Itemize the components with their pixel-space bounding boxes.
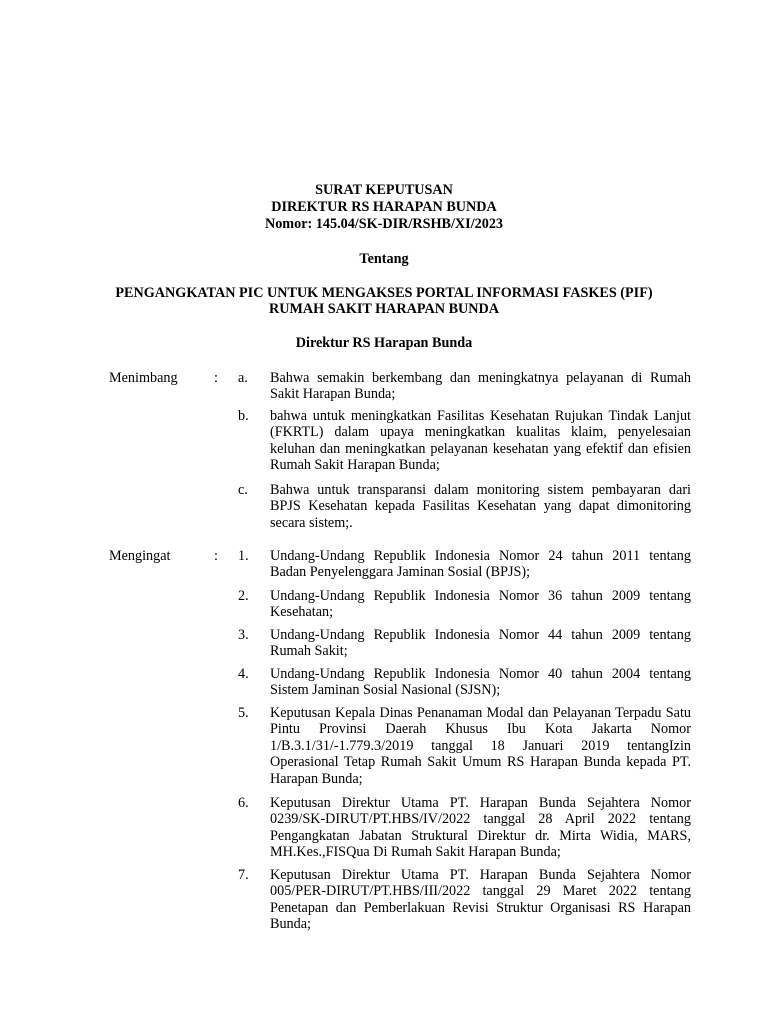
menimbang-item-text: Bahwa semakin berkembang dan meningkatnya pelayanan di Rumah Sakit Harapan Bunda; xyxy=(270,370,691,403)
decree-number: Nomor: 145.04/SK-DIR/RSHB/XI/2023 xyxy=(264,216,504,232)
mengingat-item-marker: 6. xyxy=(238,795,249,811)
menimbang-item-marker: b. xyxy=(238,408,249,424)
menimbang-item-marker: a. xyxy=(238,370,248,386)
mengingat-item-marker: 3. xyxy=(238,627,249,643)
mengingat-item-text: Undang-Undang Republik Indonesia Nomor 44 tahun 2009 tentang Rumah Sakit; xyxy=(270,627,691,660)
subject-line-2: RUMAH SAKIT HARAPAN BUNDA xyxy=(268,301,500,317)
director-heading: Direktur RS Harapan Bunda xyxy=(295,335,473,351)
menimbang-item-marker: c. xyxy=(238,482,248,498)
mengingat-item-text: Undang-Undang Republik Indonesia Nomor 24 tahun 2011 tentang Badan Penyelenggara Jaminan Sosial (BPJS); xyxy=(270,548,691,581)
mengingat-item-marker: 2. xyxy=(238,588,249,604)
mengingat-item-marker: 4. xyxy=(238,666,249,682)
mengingat-item-text: Undang-Undang Republik Indonesia Nomor 40 tahun 2004 tentang Sistem Jaminan Sosial Nasional (SJSN); xyxy=(270,666,691,699)
menimbang-colon: : xyxy=(214,370,218,386)
tentang-heading: Tentang xyxy=(359,251,409,267)
mengingat-item-text: Keputusan Direktur Utama PT. Harapan Bunda Sejahtera Nomor 005/PER-DIRUT/PT.HBS/III/2022 tanggal 29 Maret 2022 tentang Penetapan dan Pemberlakuan Revisi Struktur Organisasi RS Harapan Bunda; xyxy=(270,867,691,933)
mengingat-item-marker: 5. xyxy=(238,705,249,721)
mengingat-item-text: Undang-Undang Republik Indonesia Nomor 36 tahun 2009 tentang Kesehatan; xyxy=(270,588,691,621)
mengingat-item-marker: 1. xyxy=(238,548,249,564)
menimbang-item-text: Bahwa untuk transparansi dalam monitoring sistem pembayaran dari BPJS Kesehatan kepada Fasilitas Kesehatan yang dapat dimonitoring secara sistem;. xyxy=(270,482,691,531)
mengingat-item-text: Keputusan Direktur Utama PT. Harapan Bunda Sejahtera Nomor 0239/SK-DIRUT/PT.HBS/IV/2022 tanggal 28 April 2022 tentang Pengangkatan Jabatan Struktural Direktur dr. Mirta Widia, MARS, MH.Kes.,FISQua Di Rumah Sakit Harapan Bunda; xyxy=(270,795,691,861)
mengingat-label: Mengingat xyxy=(109,548,171,564)
document-title: SURAT KEPUTUSAN xyxy=(315,182,453,198)
subject-line-1: PENGANGKATAN PIC UNTUK MENGAKSES PORTAL INFORMASI FASKES (PIF) xyxy=(115,285,653,301)
mengingat-item-text: Keputusan Kepala Dinas Penanaman Modal dan Pelayanan Terpadu Satu Pintu Provinsi Daerah Khusus Ibu Kota Jakarta Nomor 1/B.3.1/31/-1.779.3/2019 tanggal 18 Januari 2019 tentangIzin Operasional Tetap Rumah Sakit Umum RS Harapan Bunda kepada PT. Harapan Bunda; xyxy=(270,705,691,787)
mengingat-colon: : xyxy=(214,548,218,564)
menimbang-label: Menimbang xyxy=(109,370,178,386)
document-subtitle: DIREKTUR RS HARAPAN BUNDA xyxy=(271,199,497,215)
mengingat-item-marker: 7. xyxy=(238,867,249,883)
menimbang-item-text: bahwa untuk meningkatkan Fasilitas Kesehatan Rujukan Tindak Lanjut (FKRTL) dalam upaya meningkatkan kualitas klaim, penyelesaian keluhan dan meningkatkan pelayanan kesehatan yang efektif dan efisien Rumah Sakit Harapan Bunda; xyxy=(270,408,691,474)
